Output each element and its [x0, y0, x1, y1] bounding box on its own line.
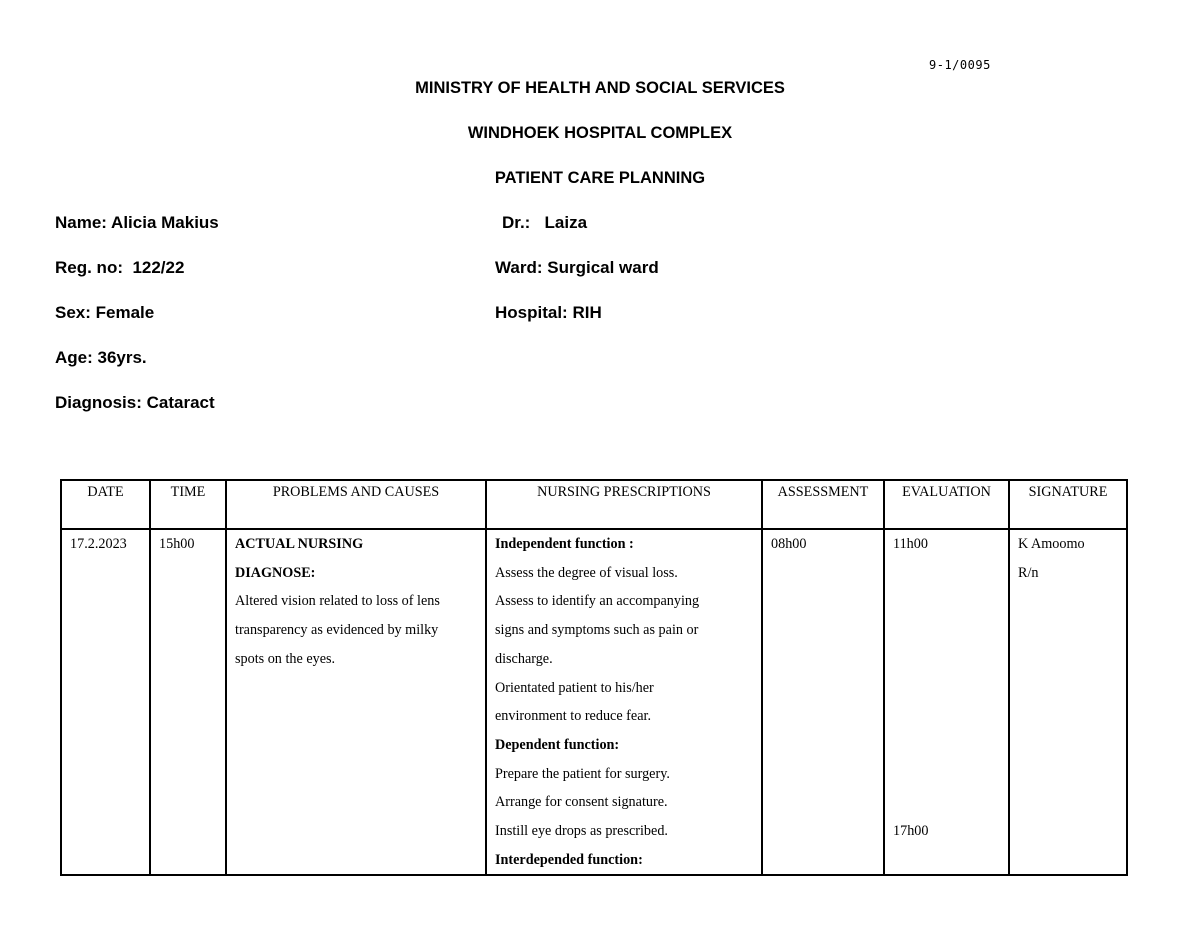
signature-name: K Amoomo	[1018, 536, 1085, 552]
assessment-time: 08h00	[771, 536, 807, 552]
cell-nursing-prescriptions	[486, 529, 762, 875]
evaluation-time: 11h00	[893, 536, 928, 552]
prescription-line: discharge.	[495, 650, 553, 667]
header-time: TIME	[150, 480, 226, 529]
evaluation-time-late: 17h00	[893, 822, 929, 839]
hospital-name: Hospital: RIH	[495, 303, 602, 322]
patient-diagnosis: Diagnosis: Cataract	[55, 393, 215, 412]
cell-date	[61, 529, 150, 875]
prescription-line: signs and symptoms such as pain or	[495, 622, 699, 639]
care-plan-table	[60, 479, 1128, 876]
prescription-line: Orientated patient to his/her	[495, 679, 654, 696]
prescription-line: environment to reduce fear.	[495, 708, 651, 725]
cell-time	[150, 529, 226, 875]
patient-name: Name: Alicia Makius	[55, 213, 219, 232]
hospital-complex-title: WINDHOEK HOSPITAL COMPLEX	[467, 124, 733, 142]
header-date: DATE	[61, 480, 150, 529]
header-evaluation: EVALUATION	[884, 480, 1009, 529]
prescription-line: Assess to identify an accompanying	[495, 593, 700, 610]
header-nursing-prescriptions: NURSING PRESCRIPTIONS	[486, 480, 762, 529]
header-assessment: ASSESSMENT	[762, 480, 884, 529]
ministry-title: MINISTRY OF HEALTH AND SOCIAL SERVICES	[415, 79, 785, 97]
cell-evaluation	[884, 529, 1009, 875]
cell-problems-and-causes	[226, 529, 486, 875]
cell-assessment	[762, 529, 884, 875]
ward-name: Ward: Surgical ward	[495, 258, 659, 277]
interdependent-function-heading: Interdepended function:	[495, 851, 643, 868]
cell-signature	[1009, 529, 1127, 875]
signature-title: R/n	[1018, 564, 1039, 581]
header-problems-and-causes: PROBLEMS AND CAUSES	[226, 480, 486, 529]
header-signature: SIGNATURE	[1009, 480, 1127, 529]
problem-line: spots on the eyes.	[235, 650, 336, 667]
patient-sex: Sex: Female	[55, 303, 155, 322]
problem-line: transparency as evidenced by milky	[235, 622, 439, 639]
doctor-name: Dr.: Laiza	[502, 213, 588, 232]
prescription-line: Instill eye drops as prescribed.	[495, 823, 668, 840]
patient-age: Age: 36yrs.	[55, 348, 147, 367]
document-reference-number: 9-1/0095	[929, 58, 991, 72]
date-value: 17.2.2023	[70, 536, 127, 552]
page-title: PATIENT CARE PLANNING	[494, 169, 706, 187]
independent-function-heading: Independent function :	[495, 536, 634, 552]
prescription-line: Prepare the patient for surgery.	[495, 765, 670, 782]
patient-reg-no: Reg. no: 122/22	[55, 258, 185, 277]
table-header-row	[61, 480, 1127, 529]
problem-line: Altered vision related to loss of lens	[235, 593, 440, 610]
time-value: 15h00	[159, 536, 195, 552]
problem-heading: ACTUAL NURSING	[235, 536, 364, 552]
prescription-line: Assess the degree of visual loss.	[495, 564, 678, 581]
problem-heading-cont: DIAGNOSE:	[235, 564, 316, 581]
table-row	[61, 529, 1127, 875]
prescription-line: Arrange for consent signature.	[495, 794, 668, 811]
dependent-function-heading: Dependent function:	[495, 736, 620, 753]
